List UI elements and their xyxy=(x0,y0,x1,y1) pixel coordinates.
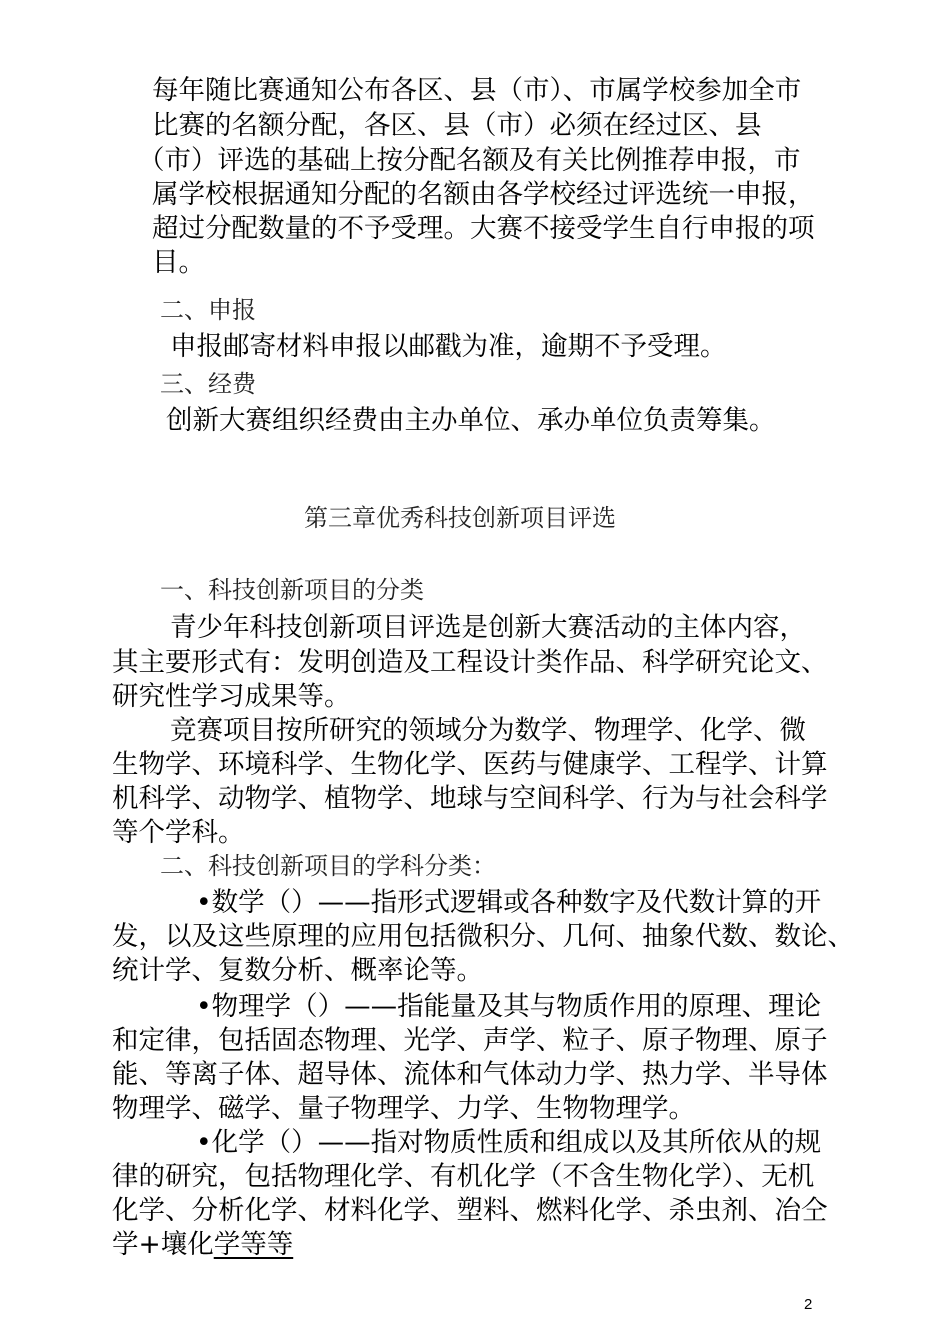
math-item-line-3: 统计学、复数分析、概率论等。 xyxy=(112,955,483,986)
para-top-line-1: 每年随比赛通知公布各区、县（市）、市属学校参加全市 xyxy=(152,75,802,106)
classification-para2-line-3: 机科学、动物学、植物学、地球与空间科学、行为与社会科学 xyxy=(112,783,828,814)
section-heading-funding: 三、经费 xyxy=(160,370,256,398)
chemistry-item-line-4 xyxy=(112,1222,293,1261)
physics-item-line-3: 能、等离子体、超导体、流体和气体动力学、热力学、半导体 xyxy=(112,1059,828,1090)
para-top-line-2: 比赛的名额分配，各区、县（市）必须在经过区、县 xyxy=(152,110,762,141)
classification-para1-line-1: 青少年科技创新项目评选是创新大赛活动的主体内容， xyxy=(170,612,806,643)
classification-para1-line-2: 其主要形式有：发明创造及工程设计类作品、科学研究论文、 xyxy=(112,647,828,678)
physics-item-line-4: 物理学、磁学、量子物理学、力学、生物物理学。 xyxy=(112,1093,695,1124)
chapter-title: 第三章优秀科技创新项目评选 xyxy=(304,504,616,532)
classification-para1-line-3: 研究性学习成果等。 xyxy=(112,681,351,712)
physics-item-line-1: •物理学（）——指能量及其与物质作用的原理、理论 xyxy=(196,991,822,1022)
page-number: 2 xyxy=(804,1296,813,1313)
chapter-section-heading-classification: 一、科技创新项目的分类 xyxy=(160,576,424,604)
section-text-application: 申报邮寄材料申报以邮戳为准，逾期不予受理。 xyxy=(170,331,727,362)
classification-para2-line-4: 等个学科。 xyxy=(112,817,245,848)
math-item-line-2: 发，以及这些原理的应用包括微积分、几何、抽象代数、数论、 xyxy=(112,921,854,952)
classification-para2-line-1: 竞赛项目按所研究的领域分为数学、物理学、化学、微 xyxy=(170,715,806,746)
physics-item-line-2: 和定律，包括固态物理、光学、声学、粒子、原子物理、原子 xyxy=(112,1025,828,1056)
para-top-line-6: 目。 xyxy=(152,247,205,278)
chemistry-item-line-3: 化学、分析化学、材料化学、塑料、燃料化学、杀虫剂、冶仝 xyxy=(112,1195,828,1226)
para-top-line-3: （市）评选的基础上按分配名额及有关比例推荐申报，市 xyxy=(138,145,801,176)
para-top-line-4: 属学校根据通知分配的名额由各学校经过评选统一申报， xyxy=(152,179,815,210)
classification-para2-line-2: 生物学、环境科学、生物化学、医药与健康学、工程学、计算 xyxy=(112,749,828,780)
section-text-funding: 创新大赛组织经费由主办单位、承办单位负责筹集。 xyxy=(166,405,776,436)
section-heading-application: 二、申报 xyxy=(160,296,256,324)
chemistry-last-plain: 学+壤化 xyxy=(112,1229,214,1260)
chapter-section-heading-disciplines: 二、科技创新项目的学科分类： xyxy=(160,852,496,880)
chemistry-last-underlined: 学等等 xyxy=(213,1229,294,1260)
chemistry-item-line-2: 律的研究，包括物理化学、有机化学（不含生物化学）、无机 xyxy=(112,1161,815,1192)
math-item-line-1: •数学（）——指形式逻辑或各种数字及代数计算的开 xyxy=(196,887,822,918)
chemistry-item-line-1: •化学（）——指对物质性质和组成以及其所依从的规 xyxy=(196,1127,822,1158)
para-top-line-5: 超过分配数量的不予受理。大赛不接受学生自行申报的项 xyxy=(152,213,815,244)
